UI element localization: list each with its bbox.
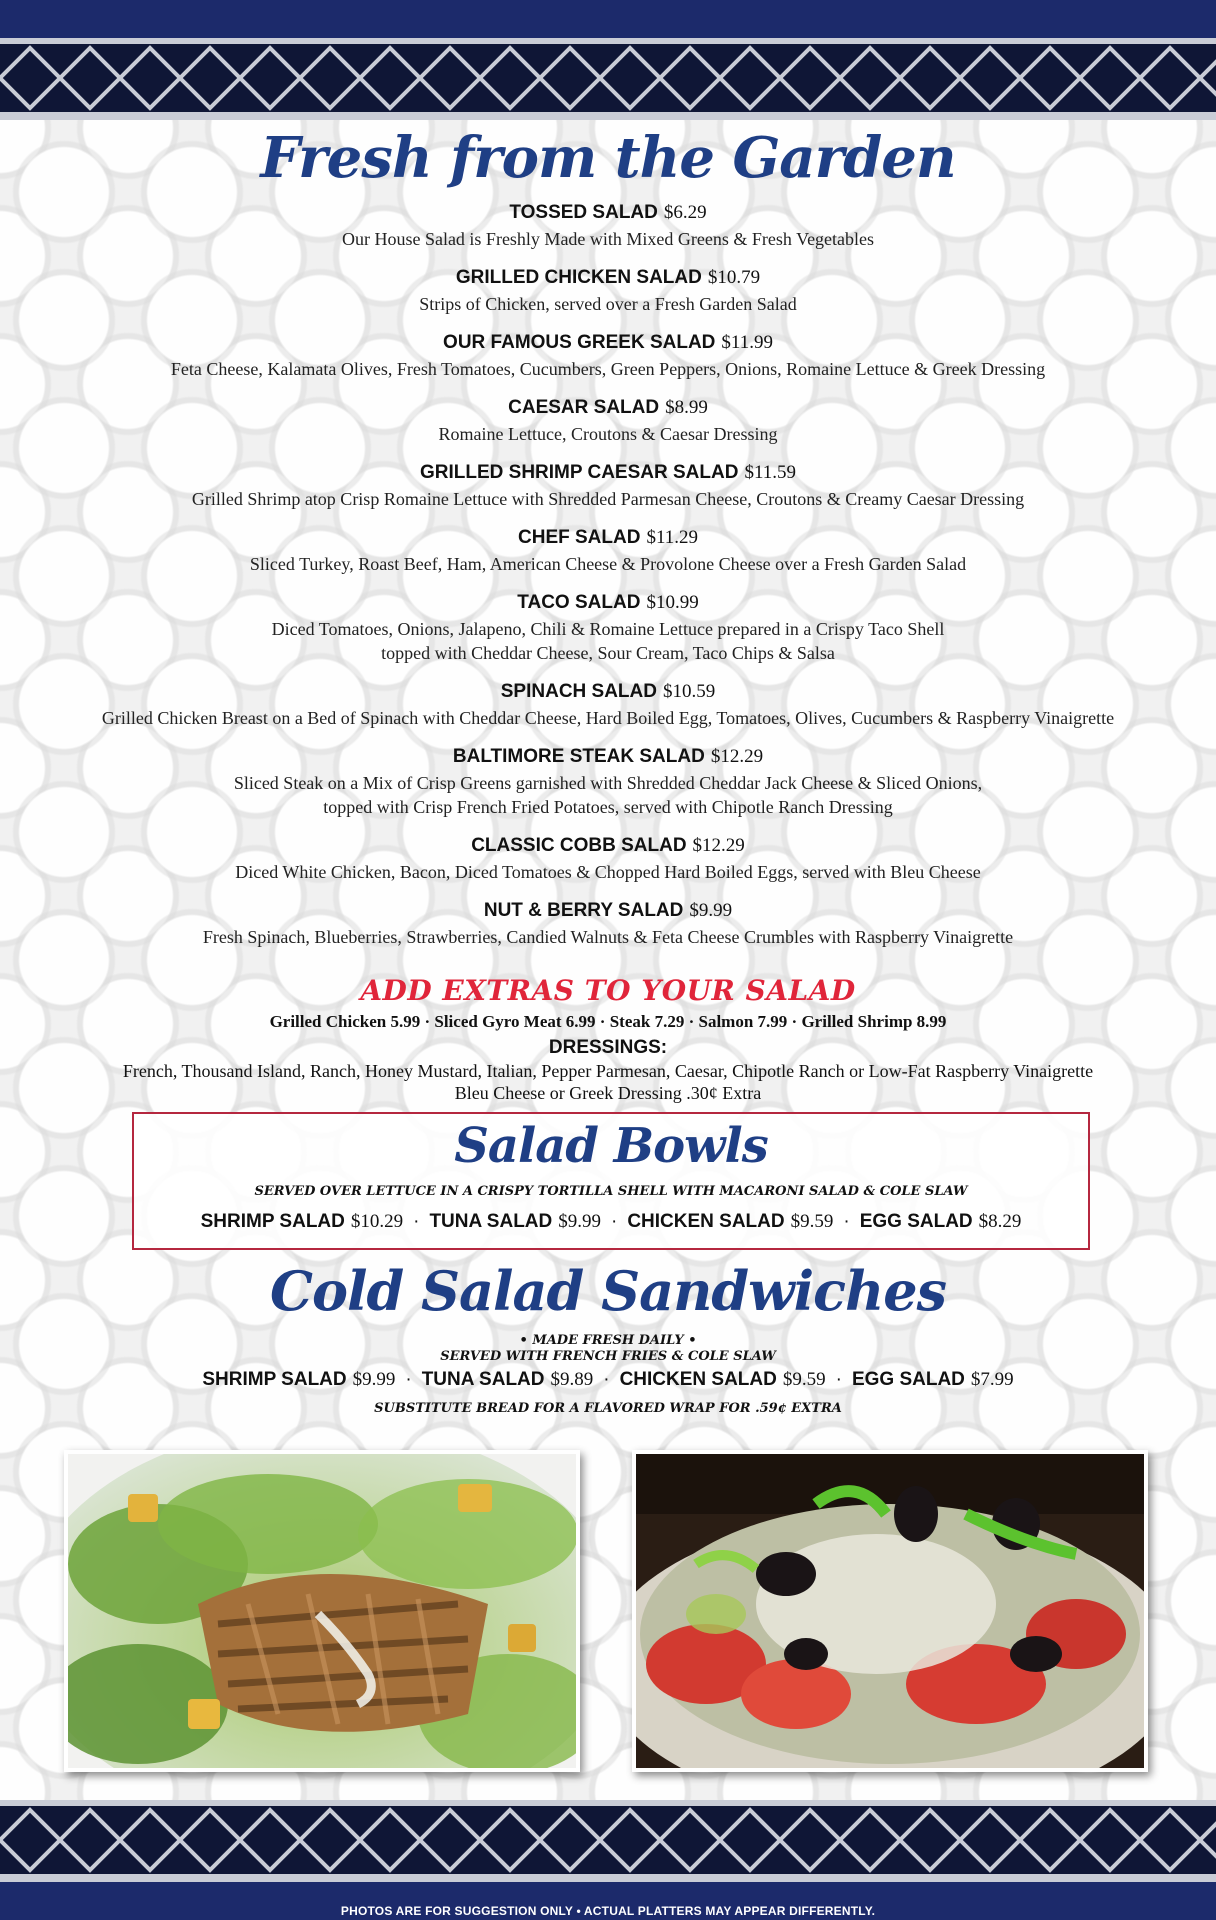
separator-dot: ·: [413, 1211, 420, 1232]
menu-item-price: $9.99: [689, 900, 733, 921]
greek-salad-photo: [632, 1450, 1148, 1772]
sandwiches-served-note: SERVED WITH FRENCH FRIES & COLE SLAW: [440, 1349, 776, 1364]
menu-item-heading: [0, 679, 1216, 706]
sandwich-item: [851, 1369, 1014, 1390]
sandwich-item: [202, 1369, 396, 1390]
bottom-decorative-band: [0, 1800, 1216, 1920]
sandwich-item-name: EGG SALAD: [851, 1369, 965, 1390]
menu-item-name: CAESAR SALAD: [508, 397, 660, 418]
menu-item-price: $11.59: [744, 462, 796, 483]
menu-item-description: Feta Cheese, Kalamata Olives, Fresh Tomatoes, Cucumbers, Green Peppers, Onions, Romaine Lettuce & Greek Dressing: [170, 359, 1046, 379]
menu-item-description: Grilled Shrimp atop Crisp Romaine Lettuce with Shredded Parmesan Cheese, Croutons & Creamy Caesar Dressing: [191, 489, 1025, 509]
menu-item-price: $10.59: [662, 681, 716, 702]
salad-menu-list: [0, 200, 1216, 963]
salad-bowls-items: [134, 1208, 1088, 1237]
sandwiches-items: [0, 1366, 1216, 1395]
sandwich-item-name: TUNA SALAD: [421, 1369, 545, 1390]
menu-item-heading: [0, 833, 1216, 860]
salad-bowl-item-price: $9.59: [790, 1211, 834, 1232]
separator-dot: ·: [405, 1369, 412, 1390]
salad-bowl-item-name: SHRIMP SALAD: [200, 1211, 345, 1232]
extras-list: Grilled Chicken 5.99 · Sliced Gyro Meat 6.99 · Steak 7.29 · Salmon 7.99 · Grilled Shrimp 8.99: [269, 1012, 947, 1031]
sandwiches-substitute-note: SUBSTITUTE BREAD FOR A FLAVORED WRAP FOR .59¢ EXTRA: [374, 1401, 842, 1416]
salad-bowl-item: [200, 1211, 404, 1232]
separator-dot: ·: [611, 1211, 618, 1232]
sandwich-item-price: $9.59: [782, 1369, 826, 1390]
separator-dot: ·: [835, 1369, 842, 1390]
menu-item-description: Diced Tomatoes, Onions, Jalapeno, Chili & Romaine Lettuce prepared in a Crispy Taco Shell: [271, 619, 945, 639]
menu-item: [0, 330, 1216, 381]
sandwich-item-price: $9.99: [352, 1369, 396, 1390]
page-title: Fresh from the Garden: [260, 125, 956, 191]
menu-item: [0, 525, 1216, 576]
sandwiches-title: Cold Salad Sandwiches: [269, 1259, 947, 1323]
menu-item: [0, 833, 1216, 884]
salad-bowls-subtitle: SERVED OVER LETTUCE IN A CRISPY TORTILLA SHELL WITH MACARONI SALAD & COLE SLAW: [254, 1184, 968, 1199]
menu-item-heading: [0, 395, 1216, 422]
top-decorative-band: [0, 0, 1216, 120]
menu-item: [0, 265, 1216, 316]
menu-item-description: Our House Salad is Freshly Made with Mixed Greens & Fresh Vegetables: [341, 229, 875, 249]
menu-item-name: BALTIMORE STEAK SALAD: [452, 746, 705, 767]
menu-item-name: GRILLED CHICKEN SALAD: [455, 267, 702, 288]
menu-item: [0, 898, 1216, 949]
salad-bowl-item: [429, 1211, 601, 1232]
separator-dot: ·: [603, 1369, 610, 1390]
salad-bowls-title: Salad Bowls: [454, 1118, 768, 1174]
salad-bowl-item-name: EGG SALAD: [859, 1211, 973, 1232]
menu-item-price: $12.29: [692, 835, 745, 856]
menu-item-name: SPINACH SALAD: [500, 681, 657, 702]
sandwich-item-price: $7.99: [970, 1369, 1014, 1390]
menu-item-name: NUT & BERRY SALAD: [483, 900, 684, 921]
separator-dot: ·: [843, 1211, 850, 1232]
menu-item: [0, 744, 1216, 819]
salad-bowl-item: [627, 1211, 834, 1232]
menu-item-price: $11.29: [646, 527, 698, 548]
top-diamond-pattern: [0, 44, 1216, 112]
salad-bowl-item-price: $10.29: [350, 1211, 404, 1232]
salad-bowl-item-name: CHICKEN SALAD: [627, 1211, 785, 1232]
extras-title: ADD EXTRAS TO YOUR SALAD: [360, 974, 856, 1007]
menu-item-heading: [0, 265, 1216, 292]
menu-item: [0, 395, 1216, 446]
sandwich-item-name: SHRIMP SALAD: [202, 1369, 347, 1390]
salad-bowl-item: [859, 1211, 1022, 1232]
menu-item-heading: [0, 744, 1216, 771]
menu-item-price: $10.79: [707, 267, 761, 288]
menu-item-name: CLASSIC COBB SALAD: [471, 835, 687, 856]
dressings-title: DRESSINGS:: [548, 1037, 668, 1058]
menu-item: [0, 460, 1216, 511]
menu-item-price: $6.29: [663, 202, 707, 223]
menu-item-heading: [0, 330, 1216, 357]
menu-item-description: Sliced Steak on a Mix of Crisp Greens garnished with Shredded Cheddar Jack Cheese & Sliced Onions,: [233, 773, 983, 793]
menu-item-name: GRILLED SHRIMP CAESAR SALAD: [420, 462, 739, 483]
menu-item-description: topped with Crisp French Fried Potatoes, served with Chipotle Ranch Dressing: [323, 797, 893, 817]
dressings-list: French, Thousand Island, Ranch, Honey Mustard, Italian, Pepper Parmesan, Caesar, Chipotle Ranch or Low-Fat Raspberry Vinaigrette: [122, 1061, 1094, 1081]
menu-item-name: CHEF SALAD: [518, 527, 641, 548]
menu-item-price: $11.99: [721, 332, 773, 353]
bottom-diamond-pattern: [0, 1806, 1216, 1874]
sandwich-item: [421, 1369, 594, 1390]
menu-item-name: TOSSED SALAD: [509, 202, 658, 223]
menu-item-description: Diced White Chicken, Bacon, Diced Tomatoes & Chopped Hard Boiled Eggs, served with Bleu Cheese: [235, 862, 981, 882]
menu-item-heading: [0, 898, 1216, 925]
sandwiches-fresh-note: • MADE FRESH DAILY •: [519, 1333, 697, 1348]
sandwich-item: [619, 1369, 826, 1390]
menu-item-description: Romaine Lettuce, Croutons & Caesar Dressing: [438, 424, 778, 444]
menu-item-name: OUR FAMOUS GREEK SALAD: [443, 332, 716, 353]
menu-item-heading: [0, 525, 1216, 552]
menu-item: [0, 679, 1216, 730]
menu-item-description: topped with Cheddar Cheese, Sour Cream, Taco Chips & Salsa: [381, 643, 835, 663]
menu-item-price: $10.99: [646, 592, 699, 613]
salad-bowl-item-price: $9.99: [558, 1211, 601, 1232]
bottom-light-stripe: [0, 1874, 1216, 1882]
top-light-stripe-bottom: [0, 112, 1216, 120]
menu-item-description: Grilled Chicken Breast on a Bed of Spinach with Cheddar Cheese, Hard Boiled Egg, Tomatoes, Olives, Cucumbers & Raspberry Vinaigrette: [101, 708, 1115, 728]
menu-item-heading: [0, 590, 1216, 617]
salad-bowl-item-name: TUNA SALAD: [429, 1211, 553, 1232]
dressings-extra-note: Bleu Cheese or Greek Dressing .30¢ Extra: [454, 1083, 762, 1103]
sandwich-item-price: $9.89: [550, 1369, 594, 1390]
salad-bowls-box: [132, 1112, 1090, 1250]
menu-item-heading: [0, 460, 1216, 487]
menu-item: [0, 200, 1216, 251]
menu-item-heading: [0, 200, 1216, 227]
menu-item-name: TACO SALAD: [517, 592, 641, 613]
menu-item-price: $12.29: [710, 746, 764, 767]
menu-item-description: Sliced Turkey, Roast Beef, Ham, American Cheese & Provolone Cheese over a Fresh Garden Salad: [249, 554, 967, 574]
menu-item: [0, 590, 1216, 665]
top-navy-strip: [0, 0, 1216, 38]
menu-item-description: Strips of Chicken, served over a Fresh Garden Salad: [419, 294, 797, 314]
sandwich-item-name: CHICKEN SALAD: [619, 1369, 777, 1390]
salad-bowl-item-price: $8.29: [978, 1211, 1022, 1232]
photo-disclaimer: PHOTOS ARE FOR SUGGESTION ONLY • ACTUAL PLATTERS MAY APPEAR DIFFERENTLY.: [340, 1904, 876, 1918]
menu-item-description: Fresh Spinach, Blueberries, Strawberries, Candied Walnuts & Feta Cheese Crumbles with Raspberry Vinaigrette: [202, 927, 1014, 947]
chicken-caesar-photo: [64, 1450, 580, 1772]
menu-item-price: $8.99: [665, 397, 708, 418]
